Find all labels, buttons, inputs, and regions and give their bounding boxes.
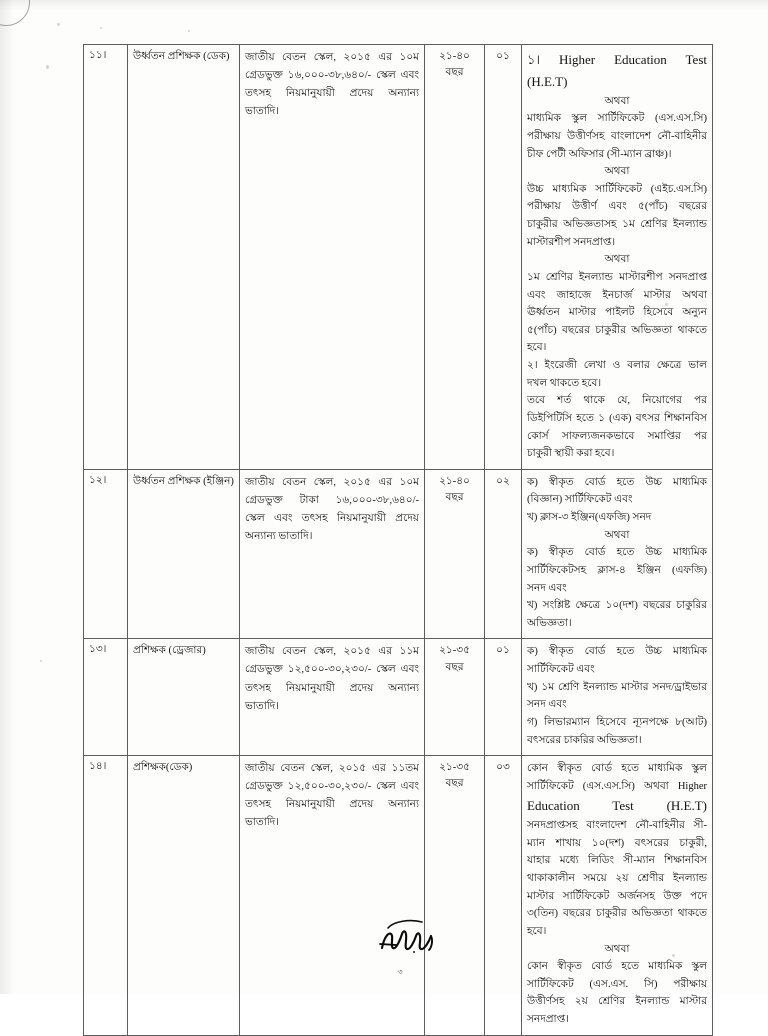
qualification-line: ১। Higher Education Test	[527, 52, 707, 67]
scan-corner-mark	[0, 0, 30, 26]
job-circular-table	[83, 44, 713, 1036]
qualification-line: ঊর্ধ্বতন মাস্টার পাইলট হিসেবে অন্যুন	[527, 307, 707, 319]
qualification-line: চীফ পেটী অফিসার (সী-ম্যান ব্রাঞ্চ)।	[527, 148, 672, 160]
serial-number-cell: ১৩।	[84, 639, 128, 756]
scan-speck	[188, 30, 190, 32]
qualification-line: সনদ এবং	[527, 582, 567, 594]
pay-scale-line: গ্রেডভুক্ত টাকা ১৬,০০০-৩৮,৬৪০/-	[245, 494, 419, 506]
qualification-line: তবে শর্ত থাকে যে, নিয়োগের পর	[527, 395, 707, 407]
age-limit-cell	[425, 639, 485, 756]
page-number: ৩	[398, 968, 403, 976]
qualification-line: খ) ক্লাস-৩ ইঞ্জিন(এফজি) সনদ	[527, 512, 652, 524]
qualification-line: কোন স্বীকৃত বোর্ড হতে মাধ্যমিক স্কুল	[527, 961, 707, 973]
table-row	[84, 469, 713, 639]
serial-number-cell: ১২।	[84, 469, 128, 639]
qualification-line: সার্টিফিকেট এবং	[527, 664, 595, 676]
age-limit-cell	[425, 756, 485, 1036]
qualification-line: পরীক্ষায় উত্তীর্ণসহ বাংলাদেশ নৌ-বাহিনীর	[527, 130, 707, 142]
qualification-line: অথবা	[604, 254, 630, 266]
age-unit: বছর	[445, 661, 464, 673]
qualification-line: সনদপ্রাপ্তসহ বাংলাদেশ নৌ-বাহিনীর সী-	[527, 820, 707, 832]
age-unit: বছর	[445, 67, 464, 79]
table-row	[84, 756, 713, 1036]
scan-shadow-top	[0, 0, 768, 10]
table-row	[84, 639, 713, 756]
post-name-cell: উর্ধ্বতন প্রশিক্ষক (ইঞ্জিন)	[128, 469, 240, 639]
pay-scale-cell	[240, 639, 425, 756]
qualification-line: ক) স্বীকৃত বোর্ড হতে উচ্চ মাধ্যমিক	[527, 476, 707, 488]
qualification-line: মাধ্যমিক স্কুল সার্টিফিকেট (এস.এস.সি)	[527, 113, 707, 125]
pay-scale-line: ভাতাদি।	[245, 817, 280, 829]
qualification-line: অথবা	[604, 95, 630, 107]
qualification-line: বৎসরের চাকরির অভিজ্ঞতা।	[527, 734, 642, 746]
serial-number-cell: ১১।	[84, 45, 128, 470]
pay-scale-cell	[240, 469, 425, 639]
qualification-line: থাকাকালীন সময়ে ২য় শ্রেণীর ইনল্যান্ড	[527, 873, 707, 885]
pay-scale-cell	[240, 45, 425, 470]
pay-scale-line: গ্রেডভুক্ত ১২,৫০০-৩০,২৩০/- স্কেল এবং	[245, 664, 419, 676]
qualifications-cell	[522, 45, 713, 470]
qualification-line: দখল থাকতে হবে।	[527, 377, 602, 389]
age-range: ২১-৩৫	[439, 762, 470, 774]
qualification-line: সার্টিফিকেট (এস.এস.সি) অথবা Higher	[527, 780, 707, 792]
qualification-line: সনদপ্রাপ্ত।	[527, 1014, 569, 1026]
qualification-line: হবে।	[527, 342, 547, 354]
scan-speck	[57, 23, 60, 26]
qualification-line: (H.E.T)	[527, 73, 568, 89]
qualification-line: খ) ১ম শ্রেণি ইনল্যান্ড মাস্টার সনদ/ড্রাইভার	[527, 681, 707, 693]
age-range: ২১-৪০	[439, 475, 470, 487]
age-range: ২১-৩৫	[439, 645, 470, 657]
vacancy-count-cell: ০২	[485, 469, 522, 639]
qualification-line: খ) সংশ্লিষ্ট ক্ষেত্রে ১০(দশ) বছরের চাকুরির	[527, 600, 707, 612]
post-name-cell: প্রশিক্ষক(ডেক)	[128, 756, 240, 1036]
pay-scale-line: গ্রেডভুক্ত ১৬,০০০-৩৮,৬৪০/- স্কেল এবং	[245, 70, 419, 82]
qualification-line: সার্টিফিকেটসহ ক্লাস-৪ ইঞ্জিন (এফজি)	[527, 564, 707, 576]
qualification-line: মাস্টারশীপ সনদপ্রাপ্ত।	[527, 236, 616, 248]
ink-dot	[413, 951, 415, 953]
qualification-line: উত্তীর্ণসহ ২য় শ্রেণির ইনল্যান্ড মাস্টার	[527, 996, 707, 1008]
qualification-line: এবং জাহাজে ইনচার্জ মাস্টার অথবা	[527, 289, 707, 301]
pay-scale-line: গ্রেডভুক্ত ১২,৫০০-৩০,২৩০/- স্কেল এবং	[245, 781, 419, 793]
qualification-line: অথবা	[604, 166, 630, 178]
pay-scale-cell	[240, 756, 425, 1036]
pay-scale-line: জাতীয় বেতন স্কেল, ২০১৫ এর ১১ম	[245, 646, 419, 658]
qualification-line: অথবা	[604, 529, 630, 541]
qualification-line: চাকুরী স্থায়ী করা হবে।	[527, 448, 615, 460]
qualification-line: উচ্চ মাধ্যমিক সার্টিফিকেট (এইচ.এস.সি)	[527, 183, 707, 195]
pay-scale-line: ভাতাদি।	[245, 106, 280, 118]
qualifications-cell	[522, 639, 713, 756]
qualification-line: চাকুরীর অভিজ্ঞতাসহ ১ম শ্রেণির ইনল্যান্ড	[527, 219, 707, 231]
qualification-line: সার্টিফিকেট (এস.এস. সি) পরীক্ষায়	[527, 978, 707, 990]
qualification-line: মাস্টার সার্টিফিকেট অর্জনসহ উক্ত পদে	[527, 890, 707, 902]
qualification-line: যাহার মধ্যে লিডিং সী-ম্যান শিক্ষানবিস	[527, 855, 707, 867]
age-unit: বছর	[445, 492, 464, 504]
qualifications-cell	[522, 469, 713, 639]
pay-scale-line: ভাতাদি।	[245, 700, 280, 712]
qualification-line: হবে।	[527, 925, 547, 937]
pay-scale-line: স্কেল এবং তৎসহ নিয়মানুযায়ী প্রদেয়	[245, 512, 419, 524]
vacancy-count-cell: ০১	[485, 45, 522, 470]
age-range: ২১-৪০	[439, 51, 470, 62]
qualification-line: অথবা	[604, 943, 630, 955]
qualification-line: কোর্স সাফল্যজনকভাবে সমাপ্তির পর	[527, 430, 707, 442]
table-row	[84, 45, 713, 470]
qualification-line: ক) স্বীকৃত বোর্ড হতে উচ্চ মাধ্যমিক	[527, 547, 707, 559]
qualification-line: সনদ এবং	[527, 699, 567, 711]
qualification-line: ১ম শ্রেণির ইনল্যান্ড মাস্টারশীপ সনদপ্রাপ্ত	[527, 271, 707, 283]
qualification-line: পরীক্ষায় উত্তীর্ণ এবং ৫(পাঁচ) বছরের	[527, 201, 707, 213]
qualifications-cell	[522, 756, 713, 1036]
qualification-line: ২। ইংরেজী লেখা ও বলার ক্ষেত্রে ভাল	[527, 360, 707, 372]
scan-speck	[100, 27, 102, 29]
scan-speck	[40, 660, 42, 662]
serial-number-cell: ১৪।	[84, 756, 128, 1036]
qualification-line: ডিইপিটিসি হতে ১ (এক) বৎসর শিক্ষানবিস	[527, 412, 707, 424]
pay-scale-line: অন্যান্য ভাতাদি।	[245, 530, 313, 542]
scan-speck	[46, 65, 49, 69]
qualification-line: ৫(পাঁচ) বছরের চাকুরীর অভিজ্ঞতা থাকতে	[527, 324, 707, 336]
age-limit-cell	[425, 469, 485, 639]
pay-scale-line: জাতীয় বেতন স্কেল, ২০১৫ এর ১০ম	[245, 476, 419, 488]
qualification-line: (বিজ্ঞান) সার্টিফিকেট এবং	[527, 494, 633, 506]
qualification-line: কোন স্বীকৃত বোর্ড হতে মাধ্যমিক স্কুল	[527, 763, 707, 775]
qualification-line: গ) লিভারম্যান হিসেবে ন্যূনপক্ষে ৮(আট)	[527, 716, 707, 728]
vacancy-count-cell: ০৩	[485, 756, 522, 1036]
qualification-line: ৩(তিন) বছরের চাকুরীর অভিজ্ঞতা থাকতে	[527, 908, 707, 920]
qualification-line: ম্যান শাখায় ১০(দশ) বৎসরের চাকুরী,	[527, 837, 707, 849]
age-unit: বছর	[445, 778, 464, 790]
age-limit-cell	[425, 45, 485, 470]
pay-scale-line: জাতীয় বেতন স্কেল, ২০১৫ এর ১১তম	[245, 763, 419, 775]
vacancy-count-cell: ০১	[485, 639, 522, 756]
pay-scale-line: তৎসহ নিয়মানুযায়ী প্রদেয় অন্যান্য	[245, 799, 419, 811]
qualification-line: ক) স্বীকৃত বোর্ড হতে উচ্চ মাধ্যমিক	[527, 646, 707, 658]
qualification-line: Education Test (H.E.T)	[527, 798, 707, 814]
pay-scale-line: জাতীয় বেতন স্কেল, ২০১৫ এর ১০ম	[245, 52, 419, 63]
qualification-line: অভিজ্ঞতা।	[527, 617, 572, 629]
scan-shadow-left	[0, 0, 14, 994]
pay-scale-line: তৎসহ নিয়মানুযায়ী প্রদেয় অন্যান্য	[245, 88, 419, 100]
post-name-cell: উর্ধ্বতন প্রশিক্ষক (ডেক)	[128, 45, 240, 470]
post-name-cell: প্রশিক্ষক (ড্রেজার)	[128, 639, 240, 756]
pay-scale-line: তৎসহ নিয়মানুযায়ী প্রদেয় অন্যান্য	[245, 682, 419, 694]
